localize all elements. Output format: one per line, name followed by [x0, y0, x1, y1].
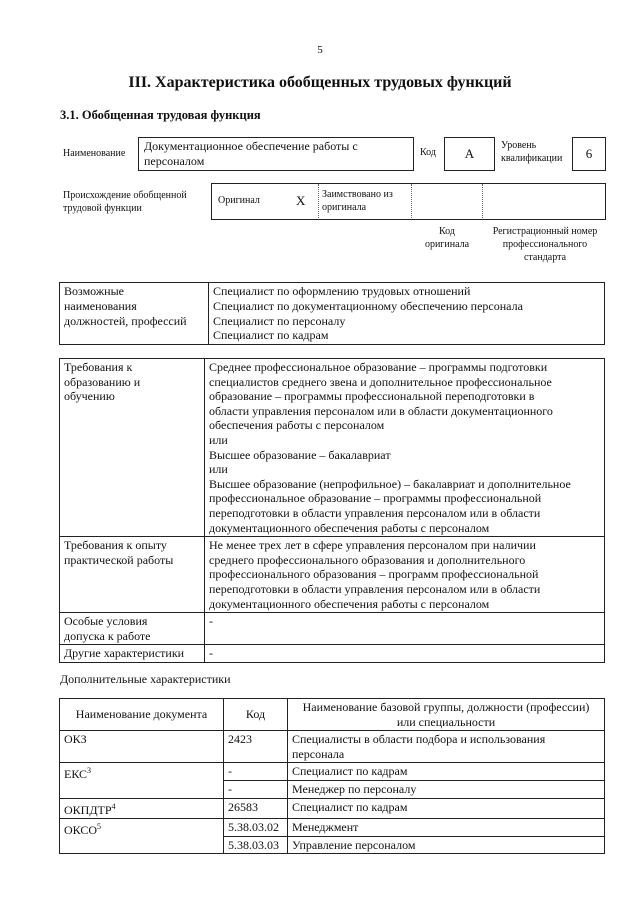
name-cell: Специалист по кадрам	[288, 763, 605, 781]
education-text: Среднее профессиональное образование – программы подготовки специалистов среднего звена и дополнительное профессиональное образование – программы профессиональной переподготовки в области управления персоналом или в области документационного обеспечения работы с персоналом или Высшее образование – бакалавриат или Высшее образование (непрофильное) – бакалавриат и дополнительное профессиональное образование – программы профессиональной переподготовки в области управления персоналом или в области документационного обеспечения работы с персоналом	[205, 359, 605, 537]
requirements-table	[59, 358, 605, 663]
original-label: Оригинал	[218, 195, 260, 206]
table-row	[60, 798, 605, 819]
origin-grid	[211, 183, 606, 220]
table-row	[60, 731, 605, 763]
code-cell: -	[224, 763, 288, 781]
position-item: Специалист по документационному обеспечению персонала	[213, 298, 523, 313]
level-label: Уровень квалификации	[501, 140, 563, 164]
code-original-caption: Код оригинала	[424, 226, 470, 250]
page-number: 5	[317, 44, 323, 56]
col-doc-header: Наименование документа	[60, 699, 224, 731]
other-characteristics-label: Другие характеристики	[60, 645, 205, 663]
doc-cell: ОКЗ	[60, 731, 224, 763]
code-cell: 2423	[224, 731, 288, 763]
additional-header-row	[60, 699, 605, 731]
col-name-header: Наименование базовой группы, должности (профессии) или специальности	[288, 699, 605, 731]
experience-text: Не менее трех лет в сфере управления персоналом при наличии среднего профессионального образования и дополнительного профессионального образования – программ профессиональной переподготовки в области управления персоналом или в области документационного обеспечения работы с персоналом	[205, 537, 605, 613]
experience-row	[60, 537, 605, 613]
table-row	[60, 819, 605, 837]
positions-table	[59, 282, 605, 345]
position-item: Специалист по оформлению трудовых отношений	[213, 284, 471, 298]
special-conditions-value: -	[205, 613, 605, 645]
code-cell: 26583	[224, 798, 288, 819]
function-title: 3.1. Обобщенная трудовая функция	[60, 108, 261, 122]
name-cell: Менеджмент	[288, 819, 605, 837]
experience-label: Требования к опыту практической работы	[60, 537, 205, 613]
code-cell: 5.38.03.03	[224, 836, 288, 854]
name-value-line: персоналом	[144, 153, 205, 168]
table-row	[60, 763, 605, 781]
positions-label: Возможные наименования должностей, профессий	[60, 283, 209, 345]
name-cell: Специалист по кадрам	[288, 798, 605, 819]
origin-label: Происхождение обобщенной трудовой функции	[63, 190, 187, 214]
borrowed-label: Заимствовано из оригинала	[322, 189, 393, 213]
doc-cell: ОКПДТР$^4$	[60, 798, 224, 819]
positions-list	[209, 283, 605, 345]
special-conditions-row	[60, 613, 605, 645]
doc-cell: ОКСО$^5$	[60, 819, 224, 854]
reg-number-caption: Регистрационный номер профессионального стандарта	[492, 226, 598, 263]
name-value-box	[138, 137, 414, 171]
name-cell: Управление персоналом	[288, 836, 605, 854]
additional-title: Дополнительные характеристики	[60, 672, 231, 686]
special-conditions-label: Особые условия допуска к работе	[60, 613, 205, 645]
level-value: 6	[572, 137, 606, 171]
other-characteristics-value: -	[205, 645, 605, 663]
education-row	[60, 359, 605, 537]
position-item: Специалист по кадрам	[213, 328, 329, 343]
code-cell: -	[224, 780, 288, 798]
original-mark: X	[296, 193, 306, 208]
code-label: Код	[420, 147, 436, 158]
code-cell: 5.38.03.02	[224, 819, 288, 837]
education-label: Требования к образованию и обучению	[60, 359, 205, 537]
name-cell: Менеджер по персоналу	[288, 780, 605, 798]
code-value: А	[444, 137, 495, 171]
other-characteristics-row	[60, 645, 605, 663]
name-value-line: Документационное обеспечение работы с	[144, 139, 358, 153]
col-code-header: Код	[224, 699, 288, 731]
additional-table	[59, 698, 605, 854]
name-label: Наименование	[63, 148, 126, 159]
name-cell: Специалисты в области подбора и использования персонала	[288, 731, 605, 763]
doc-cell: ЕКС$^3$	[60, 763, 224, 798]
position-item: Специалист по персоналу	[213, 313, 346, 328]
section-title: III. Характеристика обобщенных трудовых функций	[128, 74, 512, 91]
